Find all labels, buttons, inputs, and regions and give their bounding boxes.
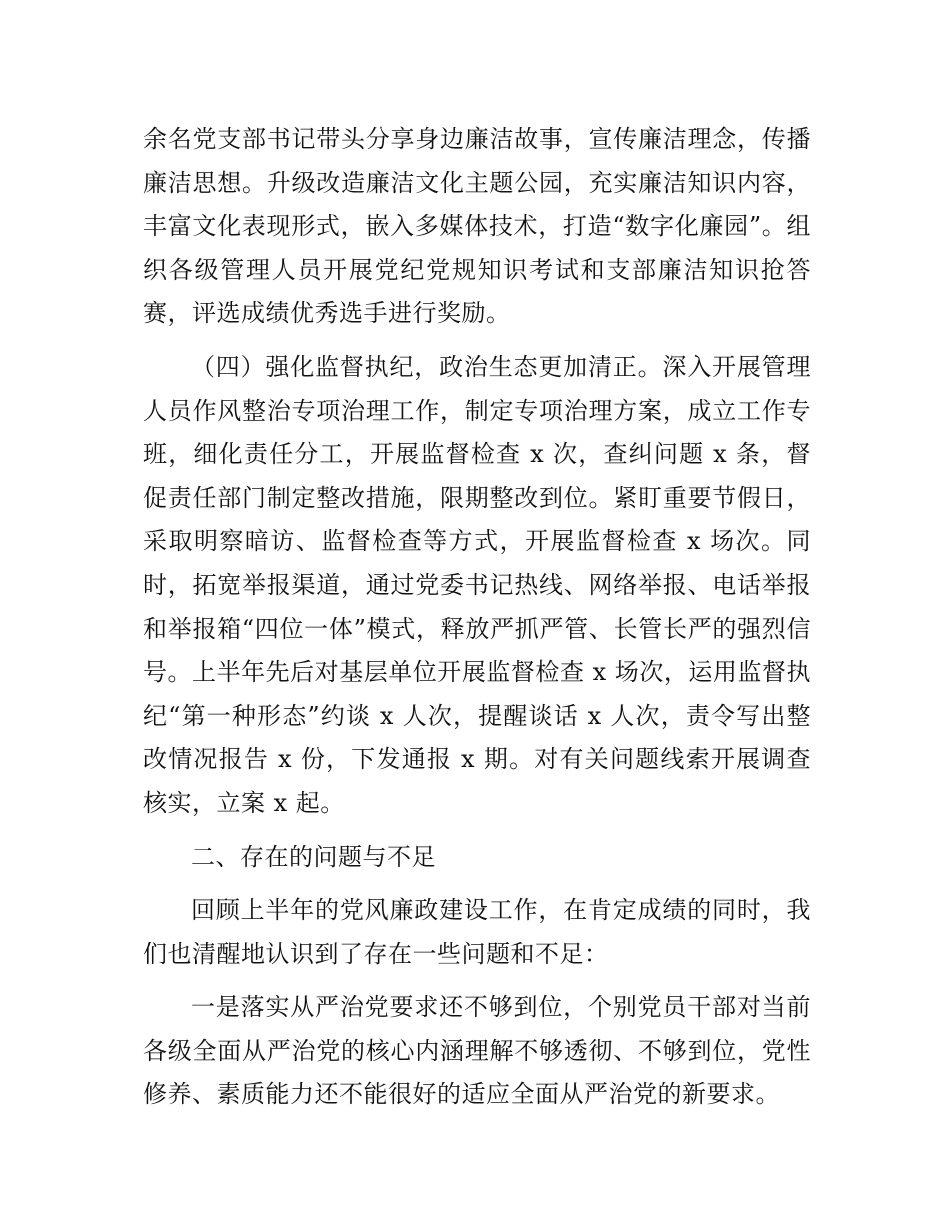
body-paragraph: 一是落实从严治党要求还不够到位，个别党员干部对当前各级全面从严治党的核心内涵理解不够透彻、不够到位，党性修养、素质能力还不能很好的适应全面从严治党的新要求。 xyxy=(143,993,811,1109)
body-paragraph: （四）强化监督执纪，政治生态更加清正。深入开展管理人员作风整治专项治理工作，制定专项治理方案，成立工作专班，细化责任分工，开展监督检查 x 次，查纠问题 x 条，督促责任部门制定整改措施，限期整改到位。紧盯重要节假日，采取明察暗访、监督检查等方式，开展监督检查 x 场次。同时，拓宽举报渠道，通过党委书记热线、网络举报、电话举报和举报箱“四位一体”模式，释放严抓严管、长管长严的强烈信号。上半年先后对基层单位开展监督检查 x 场次，运用监督执纪“第一种形态”约谈 x 人次，提醒谈话 x 人次，责令写出整改情况报告 x 份，下发通报 x 期。对有关问题线索开展调查核实，立案 x 起。 xyxy=(143,352,811,817)
body-paragraph: 余名党支部书记带头分享身边廉洁故事，宣传廉洁理念，传播廉洁思想。升级改造廉洁文化主题公园，充实廉洁知识内容，丰富文化表现形式，嵌入多媒体技术，打造“数字化廉园”。组织各级管理人员开展党纪党规知识考试和支部廉洁知识抢答赛，评选成绩优秀选手进行奖励。 xyxy=(143,125,811,328)
body-paragraph: 回顾上半年的党风廉政建设工作，在肯定成绩的同时，我们也清醒地认识到了存在一些问题和不足： xyxy=(143,896,811,968)
document-body xyxy=(143,118,811,1127)
section-heading: 二、存在的问题与不足 xyxy=(191,842,436,871)
